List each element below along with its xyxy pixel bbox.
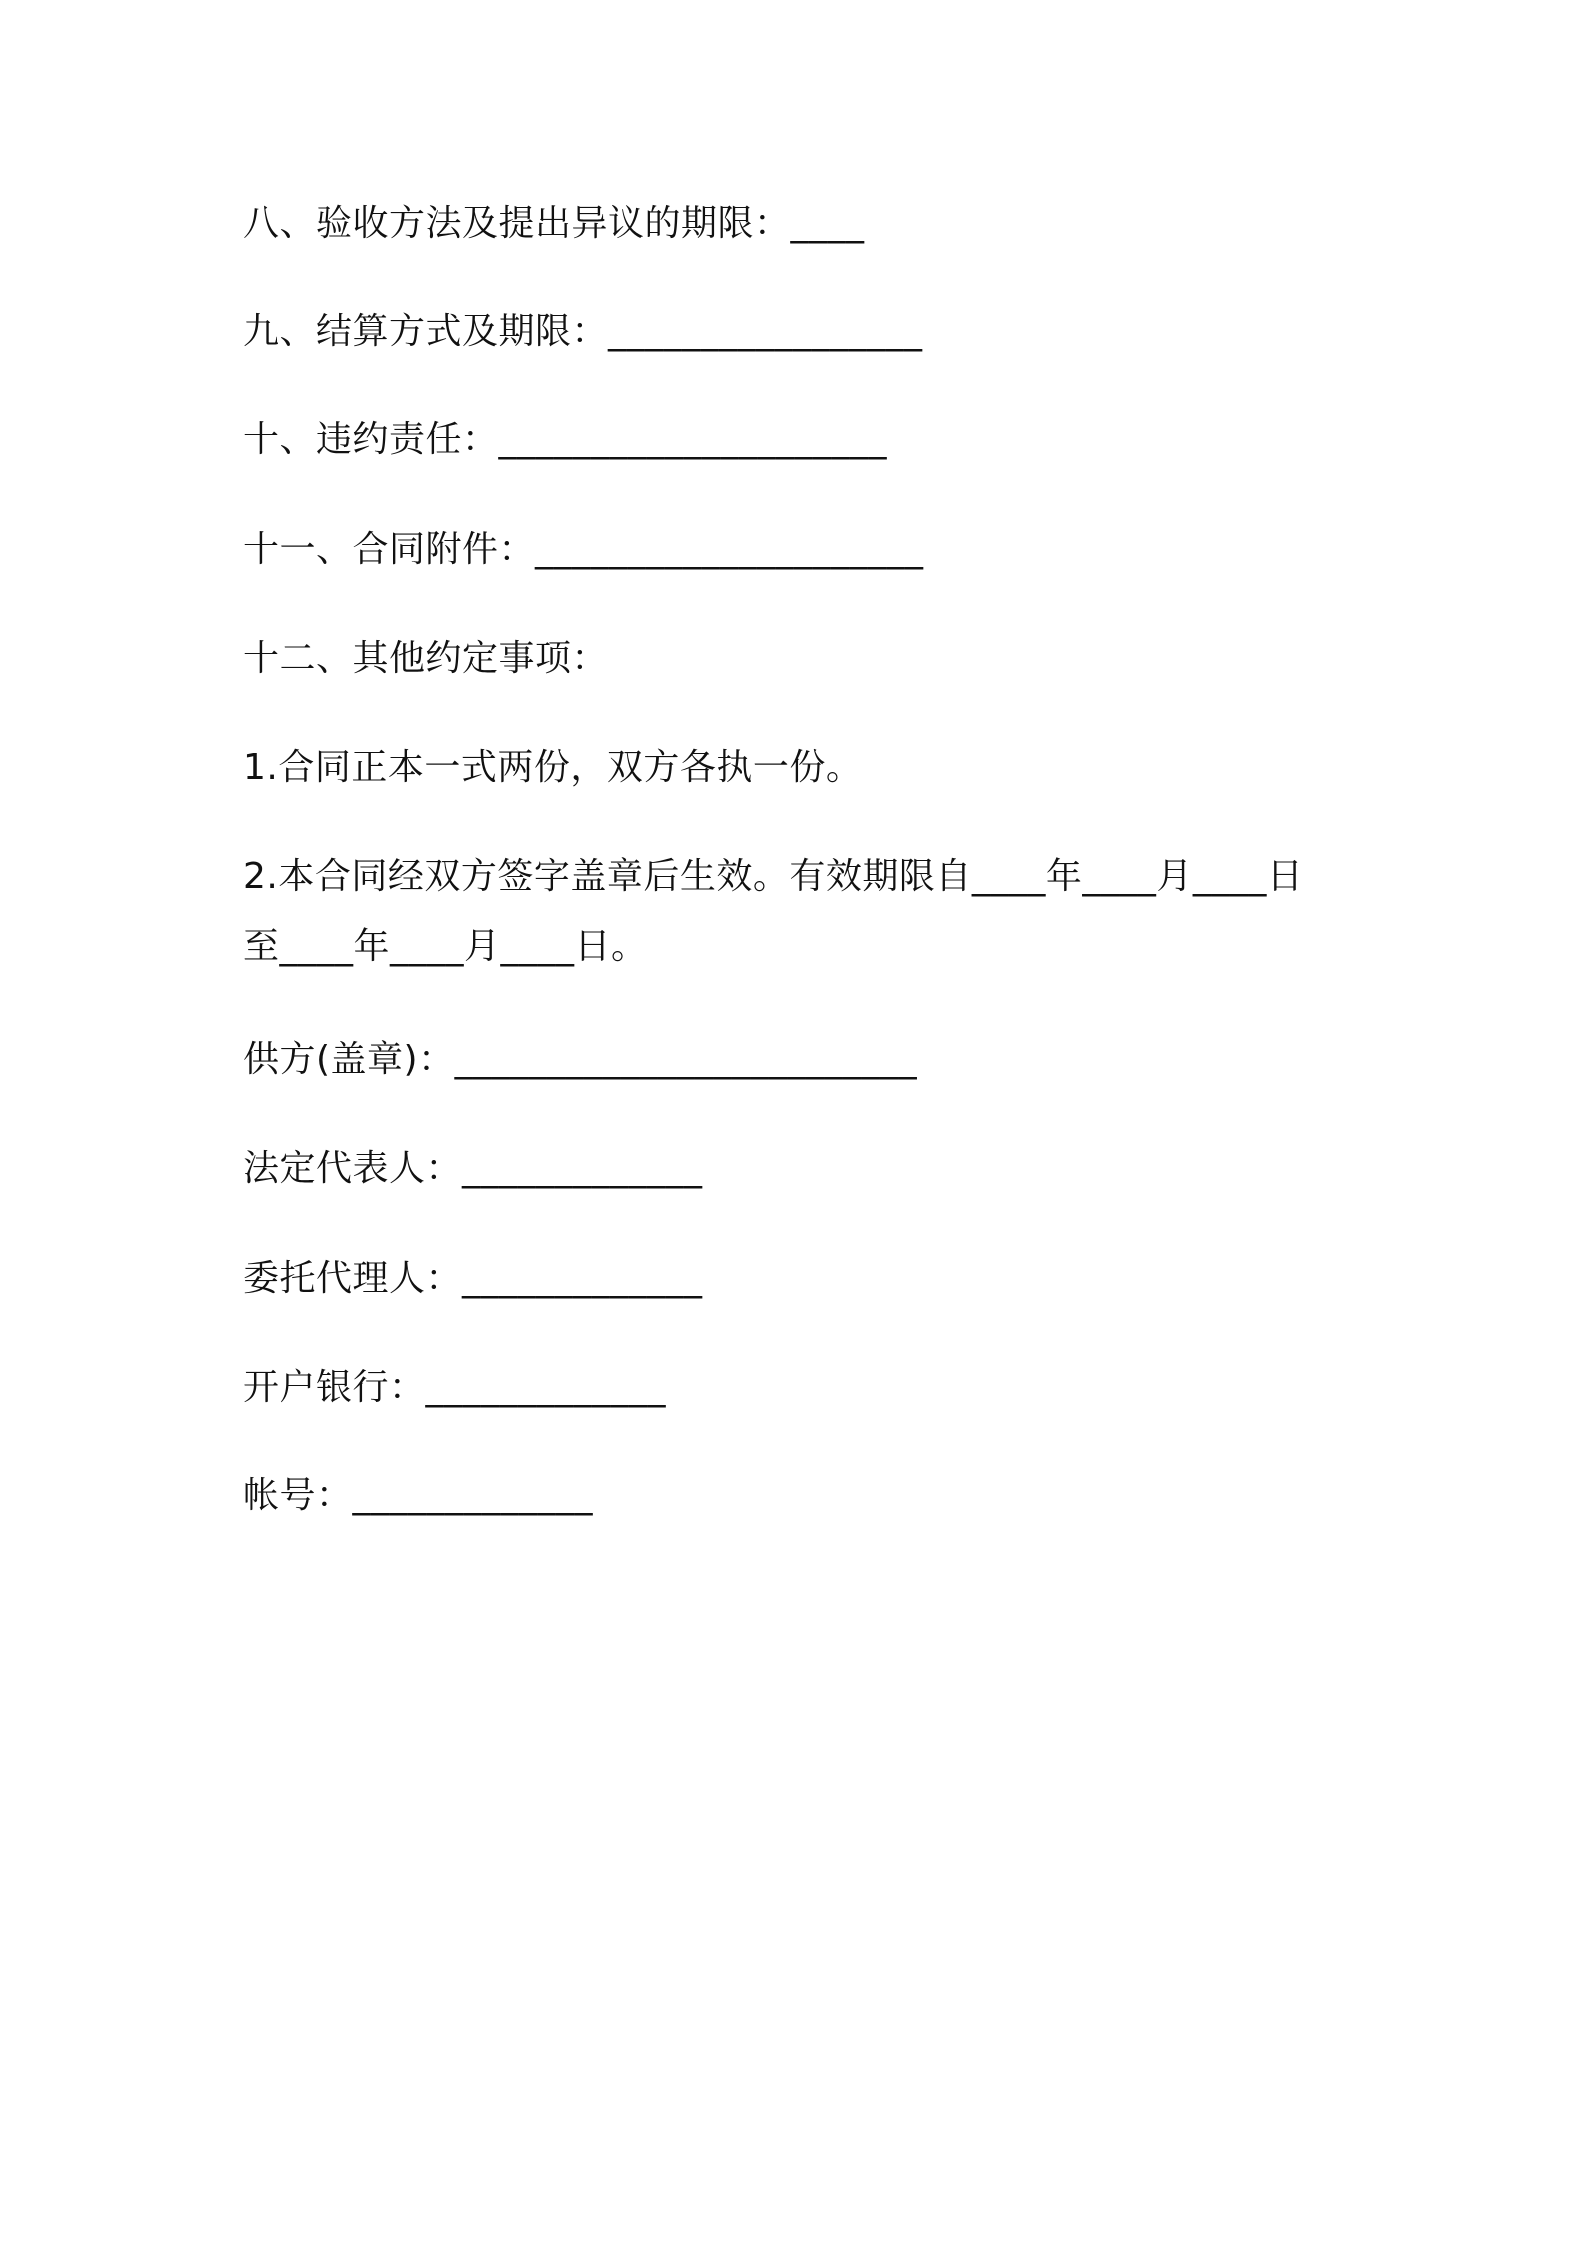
clause-9-settlement: 九、结算方式及期限：_________________ [243, 311, 923, 352]
clause-10-liability: 十、违约责任：_____________________ [243, 419, 888, 460]
legal-representative-field: 法定代表人：_____________ [243, 1148, 703, 1189]
authorized-agent-field: 委托代理人：_____________ [243, 1258, 703, 1299]
supplier-seal-field: 供方(盖章)：_________________________ [243, 1039, 918, 1080]
account-field: 帐号：_____________ [243, 1475, 594, 1516]
item-1-copies: 1.合同正本一式两份，双方各执一份。 [243, 747, 863, 788]
clause-12-title: 十二、其他约定事项： [243, 638, 609, 679]
bank-field: 开户银行：_____________ [243, 1367, 667, 1408]
item-2-validity-line2: 至____年____月____日。 [243, 926, 648, 967]
clause-11-attachments: 十一、合同附件：_____________________ [243, 529, 924, 570]
clause-8-acceptance: 八、验收方法及提出异议的期限：____ [243, 203, 865, 244]
item-2-validity-line1: 2.本合同经双方签字盖章后生效。有效期限自____年____月____日 [243, 856, 1304, 897]
